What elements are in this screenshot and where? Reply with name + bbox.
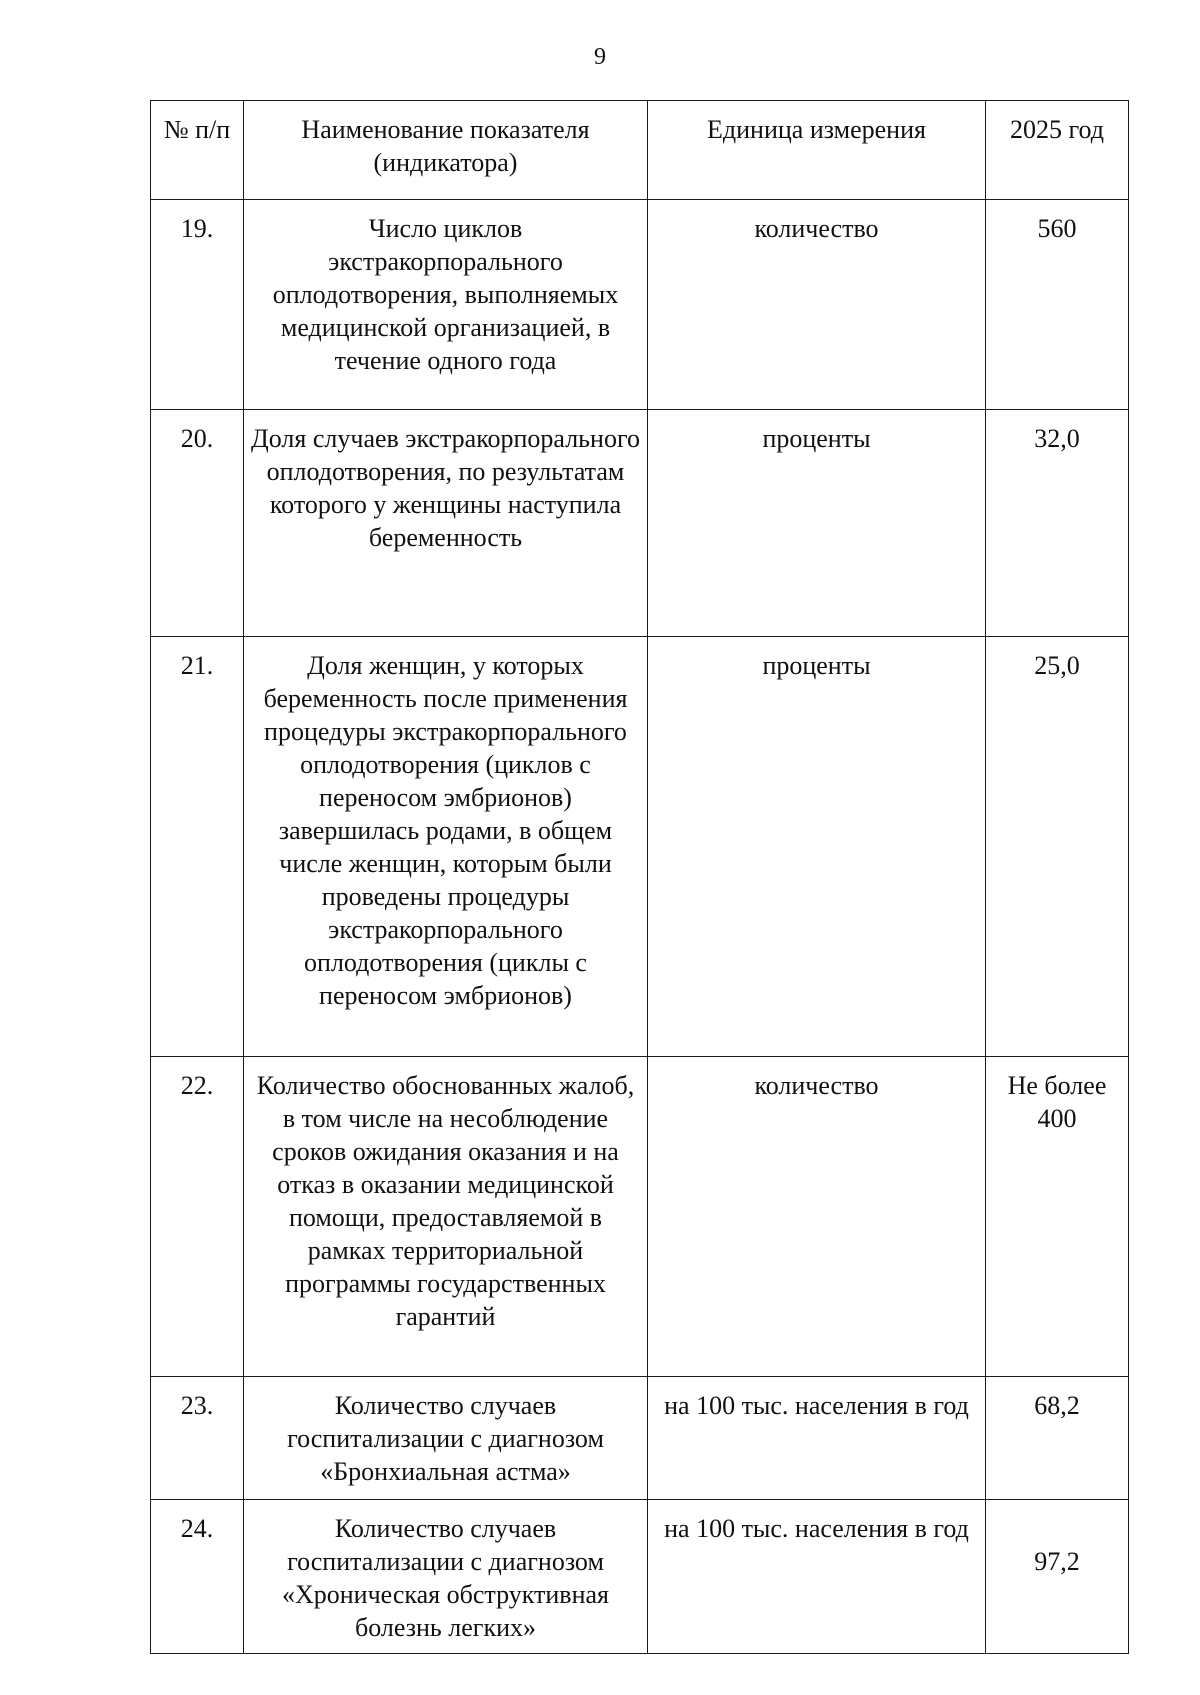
indicator-name: Количество обоснованных жалоб, в том числе на несоблюдение сроков ожидания оказания и на отказ в оказании медицинской помощи, предоставляемой в рамках территориальной программы государственных гарантий xyxy=(244,1057,648,1377)
indicator-name: Число циклов экстракорпорального оплодотворения, выполняемых медицинской организацией, в течение одного года xyxy=(244,200,648,410)
indicators-table xyxy=(150,100,1129,1654)
indicator-value: 25,0 xyxy=(986,637,1129,1057)
header-year: 2025 год xyxy=(986,101,1129,200)
indicator-unit: проценты xyxy=(648,410,986,637)
indicator-value: 68,2 xyxy=(986,1377,1129,1500)
indicator-unit: количество xyxy=(648,1057,986,1377)
row-number: 23. xyxy=(151,1377,244,1500)
indicator-unit: на 100 тыс. населения в год xyxy=(648,1377,986,1500)
indicator-name: Количество случаев госпитализации с диагнозом «Бронхиальная астма» xyxy=(244,1377,648,1500)
header-num: № п/п xyxy=(151,101,244,200)
row-number: 24. xyxy=(151,1500,244,1654)
row-number: 22. xyxy=(151,1057,244,1377)
indicator-value: Не более 400 xyxy=(986,1057,1129,1377)
indicator-value xyxy=(986,1500,1129,1654)
indicator-name: Доля женщин, у которых беременность после применения процедуры экстракорпорального оплодотворения (циклов с переносом эмбрионов) завершилась родами, в общем числе женщин, которым были проведены процедуры экстракорпорального оплодотворения (циклы с переносом эмбрионов) xyxy=(244,637,648,1057)
row-number: 19. xyxy=(151,200,244,410)
table-row xyxy=(151,1500,1129,1654)
indicator-value: 32,0 xyxy=(986,410,1129,637)
page-number: 9 xyxy=(594,44,606,70)
indicator-unit: проценты xyxy=(648,637,986,1057)
header-unit: Единица измерения xyxy=(648,101,986,200)
indicator-value-text: 97,2 xyxy=(1034,1547,1080,1576)
table-row xyxy=(151,1057,1129,1377)
indicator-name: Количество случаев госпитализации с диагнозом «Хроническая обструктивная болезнь легких» xyxy=(244,1500,648,1654)
header-name: Наименование показателя (индикатора) xyxy=(244,101,648,200)
table-row xyxy=(151,1377,1129,1500)
indicator-name: Доля случаев экстракорпорального оплодотворения, по результатам которого у женщины наступила беременность xyxy=(244,410,648,637)
row-number: 20. xyxy=(151,410,244,637)
table-header-row xyxy=(151,101,1129,200)
indicator-value: 560 xyxy=(986,200,1129,410)
indicator-unit: на 100 тыс. населения в год xyxy=(648,1500,986,1654)
table-row xyxy=(151,637,1129,1057)
indicator-unit: количество xyxy=(648,200,986,410)
table-row xyxy=(151,200,1129,410)
table-row xyxy=(151,410,1129,637)
row-number: 21. xyxy=(151,637,244,1057)
